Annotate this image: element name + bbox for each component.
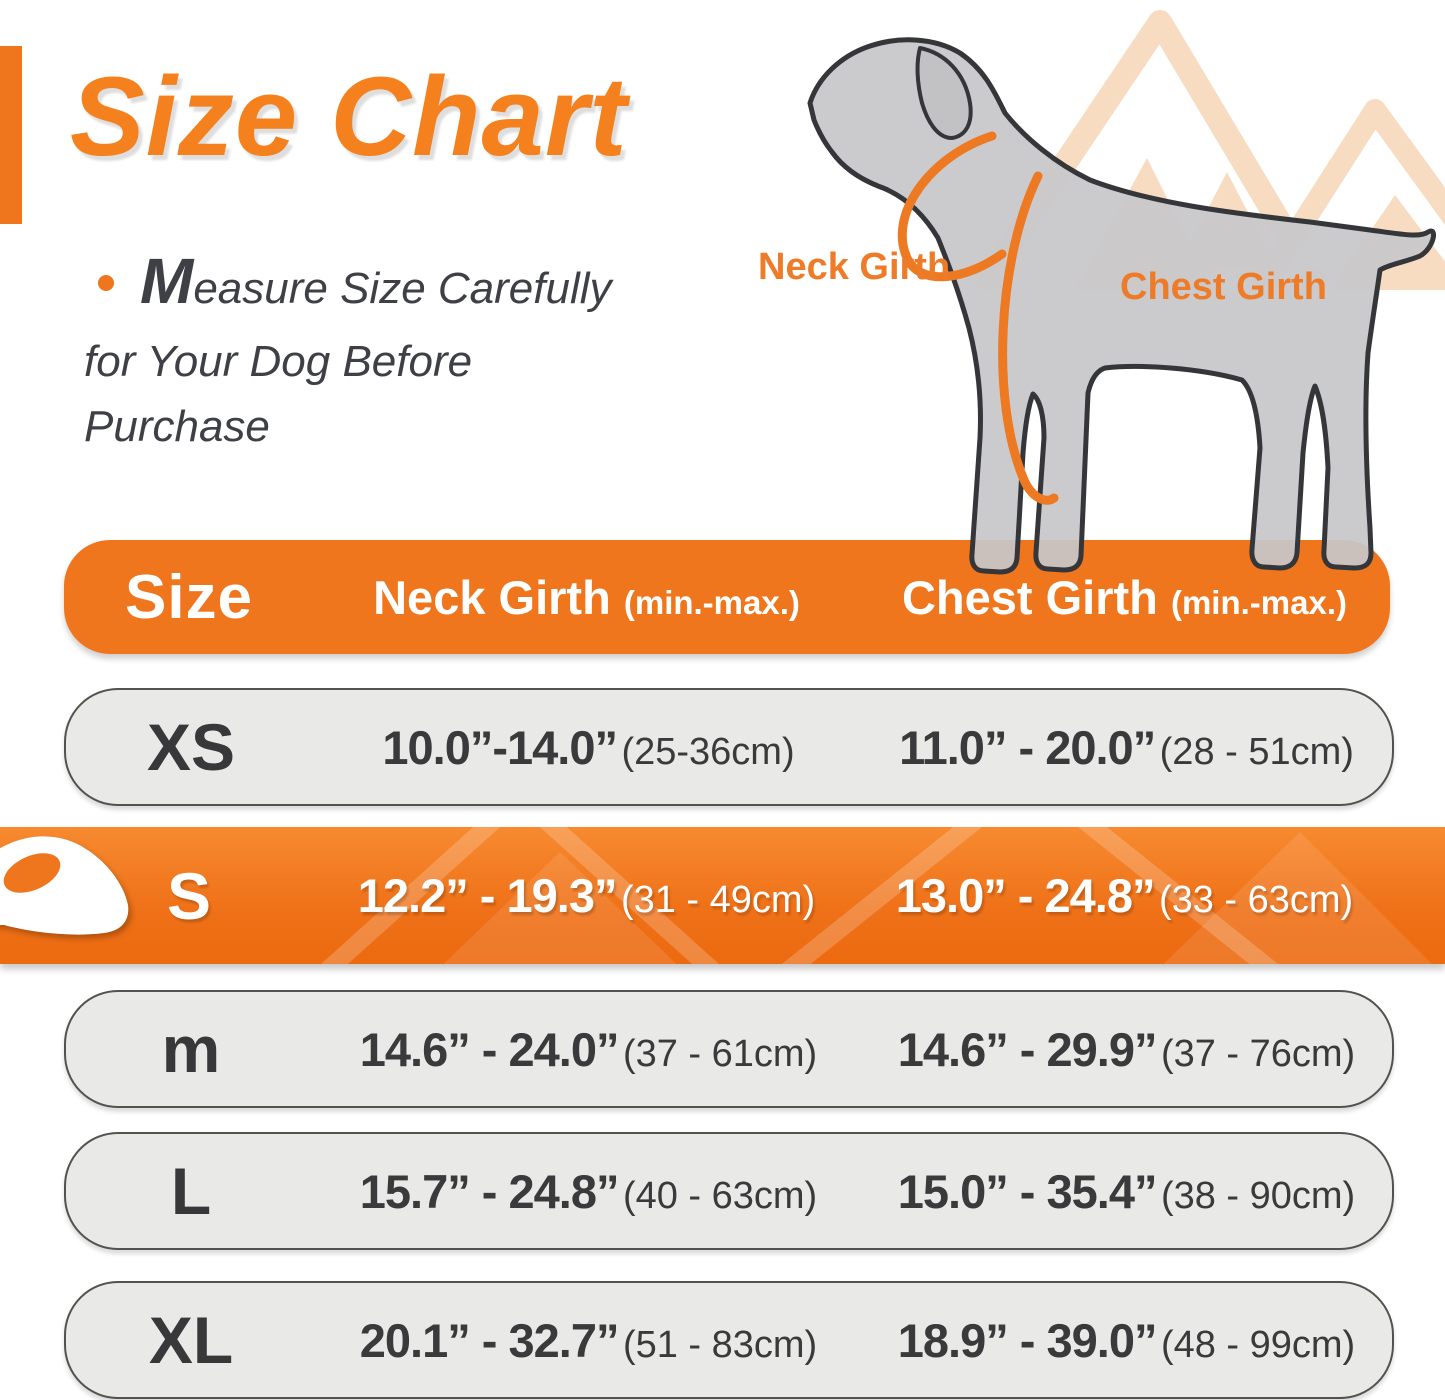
table-row-xs <box>64 688 1394 806</box>
neck-girth-value: 12.2” - 19.3” (31 - 49cm) <box>357 869 816 922</box>
note-line-3: Purchase <box>84 401 270 451</box>
chest-girth-label: Chest Girth <box>1120 266 1327 308</box>
dog-silhouette-diagram <box>770 8 1442 588</box>
s-row-content <box>64 827 1390 964</box>
chest-girth-value: 11.0” - 20.0” (28 - 51cm) <box>899 720 1354 774</box>
header-chest-girth: Chest Girth (min.-max.) <box>901 570 1347 624</box>
size-label: S <box>166 858 212 933</box>
note-line-2: for Your Dog Before <box>84 336 473 386</box>
chest-girth-value: 18.9” - 39.0” (48 - 99cm) <box>897 1313 1356 1367</box>
note-line-1: Measure Size Carefully <box>84 234 744 329</box>
neck-girth-label: Neck Girth <box>758 246 951 288</box>
header-neck-girth: Neck Girth (min.-max.) <box>373 570 800 624</box>
size-label: XS <box>146 710 236 784</box>
neck-girth-value: 14.6” - 24.0” (37 - 61cm) <box>359 1022 818 1076</box>
chest-girth-value: 14.6” - 29.9” (37 - 76cm) <box>897 1022 1356 1076</box>
table-row-m <box>64 990 1394 1108</box>
measure-note <box>84 234 744 459</box>
accent-bar <box>0 46 22 224</box>
bullet-dot-icon <box>98 275 114 291</box>
header-size: Size <box>124 562 254 632</box>
chest-girth-value: 13.0” - 24.8” (33 - 63cm) <box>895 869 1354 922</box>
neck-girth-value: 20.1” - 32.7” (51 - 83cm) <box>359 1313 818 1367</box>
table-row-s-highlighted <box>0 827 1445 964</box>
table-row-l <box>64 1132 1394 1250</box>
size-label: L <box>170 1154 212 1228</box>
neck-girth-value: 15.7” - 24.8” (40 - 63cm) <box>359 1164 818 1218</box>
size-label: m <box>161 1012 221 1086</box>
neck-girth-value: 10.0”-14.0” (25-36cm) <box>382 720 795 774</box>
size-label: XL <box>148 1303 234 1377</box>
table-row-xl <box>64 1281 1394 1399</box>
page-title: Size Chart <box>70 54 628 179</box>
chest-girth-value: 15.0” - 35.4” (38 - 90cm) <box>897 1164 1356 1218</box>
